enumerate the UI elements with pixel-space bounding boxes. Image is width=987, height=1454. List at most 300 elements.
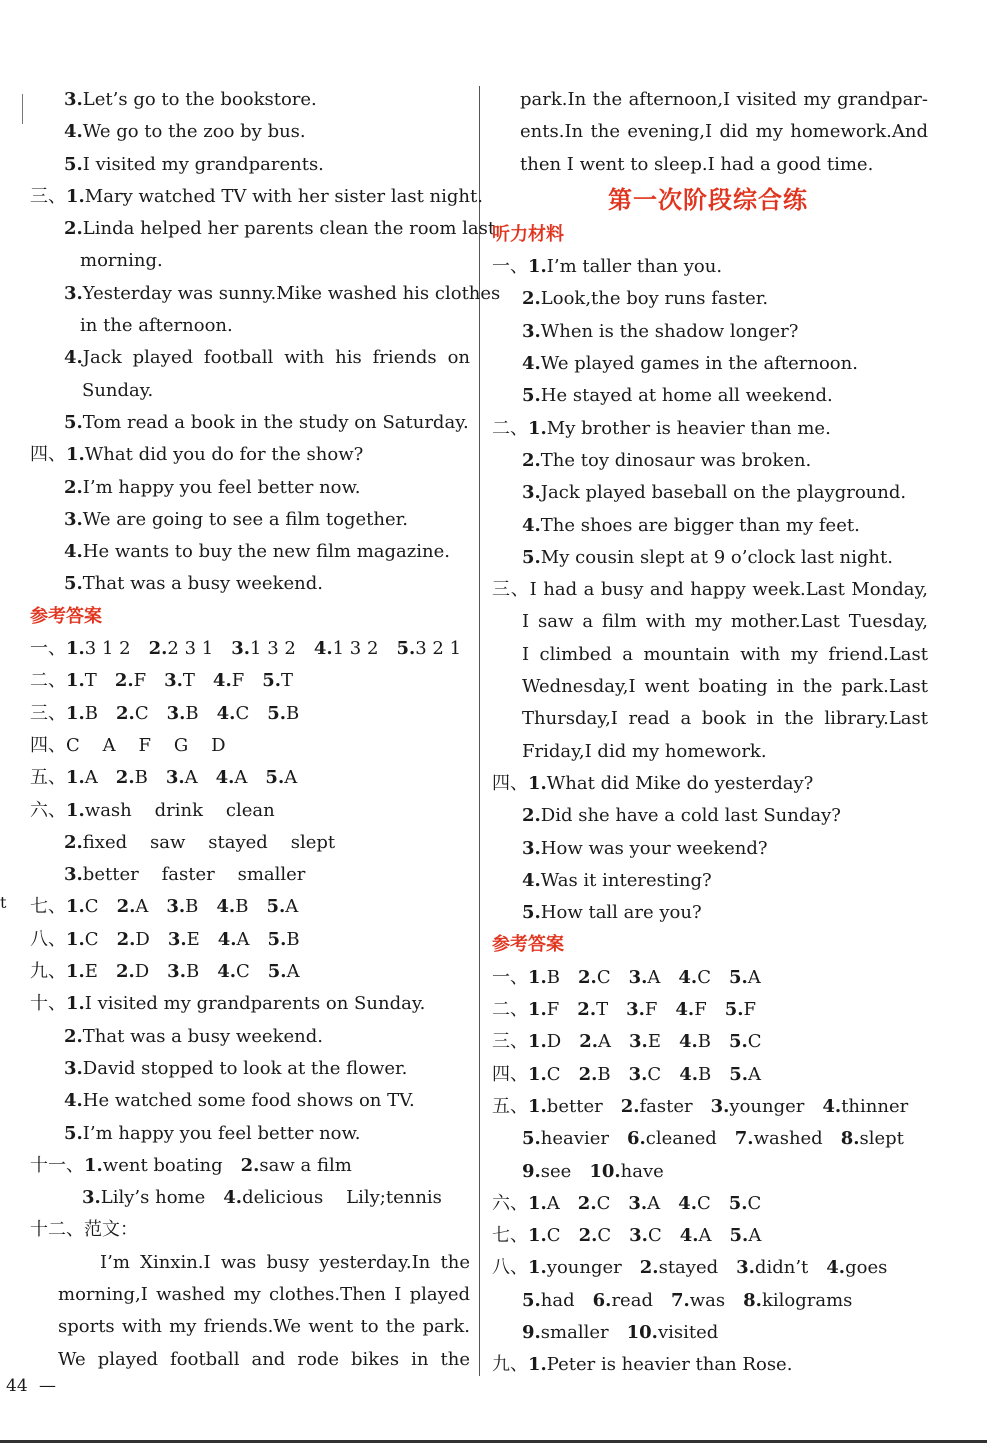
answer-item [164,670,195,691]
answer-text: washed [753,1128,823,1150]
answer-text: kilograms [761,1289,853,1311]
answer-text: C [647,1063,662,1085]
section-number: 九、 [492,1354,528,1376]
line-text: Look,the boy runs faster. [540,288,769,310]
item-number: 5. [64,153,83,175]
answer-item [522,1128,609,1149]
item-number: 4. [826,1257,846,1279]
item-number: 3. [167,961,186,983]
text-line [30,407,470,439]
answer-text: A [236,928,250,950]
item-number: 2. [116,702,135,724]
text-line [488,84,928,116]
item-number: 4. [216,702,236,724]
text-line [488,316,928,348]
text-line [488,1285,928,1317]
answer-text: B [235,896,249,918]
text-line [488,510,928,542]
line-text: My brother is heavier than me. [546,417,831,439]
answer-item [216,896,248,917]
line-text: What did Mike do yesterday? [546,772,814,794]
answer-text: B [697,1031,711,1053]
text-line [488,1220,928,1252]
section-number: 八、 [30,928,66,950]
text-line [488,736,928,768]
answer-text: stayed [658,1257,719,1279]
answer-text: C [546,1063,561,1085]
item-number: 2. [577,1192,597,1214]
answer-item [314,638,379,659]
text-line [488,149,928,181]
text-line [488,703,928,735]
answer-item [223,1187,442,1208]
item-number: 5. [729,1225,749,1247]
answer-text: D [135,928,150,950]
item-number: 1. [528,1063,547,1085]
answer-item [66,638,131,659]
text-line [488,865,928,897]
item-number: 7. [670,1289,690,1311]
text-line [488,768,928,800]
line-text: That was a busy weekend. [82,573,323,595]
answer-text: A [84,767,98,789]
item-number: 1. [528,1257,547,1279]
answer-text: B [597,1063,611,1085]
answer-text: F [546,999,560,1021]
line-text: Jack played baseball on the playground. [540,482,907,504]
text-line [488,477,928,509]
text-line [30,472,470,504]
text-line [488,833,928,865]
item-number: 1. [528,1192,547,1214]
line-text: Was it interesting? [540,869,712,891]
answer-item [678,1193,711,1214]
line-text: How was your weekend? [540,837,768,859]
answer-text: B [84,702,99,724]
answer-item [743,1290,852,1311]
answer-item [680,1225,712,1246]
answer-text: F [743,999,756,1021]
section-number: 四、 [492,772,528,794]
answer-text: F [644,999,658,1021]
answer-text: read [611,1289,653,1311]
answer-item [166,896,198,917]
line-text: He wants to buy the new film magazine. [82,541,450,563]
text-line [30,149,470,181]
item-number: 3. [522,482,541,504]
answer-item [216,767,248,788]
answer-text: C [235,702,250,724]
answer-text: A [135,896,149,918]
item-number: 3. [628,1192,648,1214]
section-number: 七、 [492,1225,528,1247]
answer-text: had [540,1289,575,1311]
line-text: Tom read a book in the study on Saturday. [82,411,469,433]
answer-item [579,1064,611,1085]
line-text: fixed saw stayed slept [82,831,336,853]
section-number: 四、 [492,1063,528,1085]
item-number: 1. [66,702,85,724]
item-number: 4. [678,1031,698,1053]
item-number: 4. [64,347,83,369]
answer-text: A [747,966,761,988]
answer-text: B [185,702,199,724]
text-line [30,536,470,568]
section-number: 六、 [492,1192,528,1214]
section-number: 十一、 [30,1154,84,1176]
text-line [30,1182,470,1214]
item-number: 2. [115,961,135,983]
line-text: morning. [80,250,163,272]
item-number: 3. [164,670,183,692]
text-line [30,1150,470,1182]
item-number: 5. [724,999,744,1021]
answer-item [627,1322,719,1343]
line-text: My cousin slept at 9 o’clock last night. [540,546,893,568]
answer-item [66,767,98,788]
line-text: Peter is heavier than Rose. [546,1354,793,1376]
answer-text: 3 2 1 [415,638,462,660]
text-line [30,730,470,762]
item-number: 2. [64,476,83,498]
item-number: 4. [522,353,541,375]
item-number: 4. [217,928,237,950]
text-line [30,1344,470,1376]
item-number: 3. [64,1057,83,1079]
item-number: 3. [82,1187,101,1209]
line-text: I visited my grandparents on Sunday. [84,993,426,1015]
answer-item [671,1290,725,1311]
text-line [30,278,501,310]
answer-item [218,929,250,950]
item-number: 1. [66,444,85,466]
answer-item [167,961,199,982]
answer-item [725,999,756,1020]
answer-text: C [84,928,99,950]
answer-text: see [540,1160,572,1182]
line-text: ents.In the evening,I did my homework.And [520,121,928,143]
line-text: wash drink clean [84,799,275,821]
answer-item [621,1096,693,1117]
answer-text: F [231,670,245,692]
answer-text: was [689,1289,726,1311]
answer-item [729,1064,761,1085]
answer-text: 3 1 2 [84,638,131,660]
answer-text: C [134,702,149,724]
text-line [30,1311,470,1343]
line-text: We are going to see a film together. [82,508,409,530]
item-number: 4. [64,541,83,563]
item-number: 1. [66,993,85,1015]
section-number: 三、 [30,185,66,207]
text-line [30,504,470,536]
answer-item [528,1193,560,1214]
answer-text: B [546,966,561,988]
item-number: 1. [66,928,85,950]
item-number: 3. [710,1095,730,1117]
answer-item [528,1225,561,1246]
answer-item [262,670,293,691]
answer-text: A [234,767,248,789]
text-line [30,213,496,245]
line-text: We go to the zoo by bus. [82,121,306,143]
text-line [488,897,928,929]
item-number: 3. [64,508,83,530]
answer-item [579,1031,611,1052]
text-line [30,439,470,471]
text-line [488,1252,928,1284]
item-number: 3. [629,1225,648,1247]
answer-text: delicious Lily;tennis [242,1187,442,1209]
item-number: 5. [267,961,287,983]
item-number: 3. [231,638,251,660]
answer-text: E [186,928,200,950]
answer-item [579,1225,612,1246]
item-number: 2. [522,288,541,310]
answer-text: C [747,1192,762,1214]
item-number: 4. [679,1225,699,1247]
item-number: 4. [217,961,236,983]
answer-item [589,1161,663,1182]
answer-text: A [598,1031,612,1053]
text-line [30,1118,470,1150]
section-heading: 听力材料 [492,223,564,245]
item-number: 5. [64,573,83,595]
text-line [488,283,928,315]
item-number: 10. [626,1321,658,1343]
item-number: 6. [592,1289,612,1311]
answer-item [66,961,98,982]
item-number: 2. [579,1031,599,1053]
answer-item [149,638,214,659]
line-text: Did she have a cold last Sunday? [540,805,841,827]
line-text: I climbed a mountain with my friend.Last [522,643,928,665]
item-number: 5. [522,1289,541,1311]
item-number: 3. [522,320,541,342]
item-number: 3. [628,1063,648,1085]
item-number: 1. [528,1225,547,1247]
item-number: 4. [64,1090,83,1112]
item-number: 1. [528,966,547,988]
item-number: 1. [528,999,547,1021]
answer-text: F [133,670,147,692]
section-number: 三、 [30,702,66,724]
item-number: 1. [528,1095,547,1117]
footer-rule [0,1440,987,1443]
answer-item [117,929,150,950]
line-text: C A F G D [66,734,226,756]
text-line [488,542,928,574]
item-number: 3. [165,767,185,789]
text-line [30,891,470,923]
answer-text: better [546,1095,603,1117]
section-heading: 参考答案 [30,605,102,627]
item-number: 5. [64,1122,83,1144]
answer-item [267,703,299,724]
item-number: 4. [675,999,695,1021]
answer-text: A [546,1192,560,1214]
text-line [488,671,928,703]
line-text: We played football and rode bikes in the [58,1348,470,1370]
answer-text: visited [657,1321,719,1343]
answer-text: C [546,1225,561,1247]
answer-text: goes [845,1257,888,1279]
item-number: 10. [589,1160,621,1182]
item-number: 2. [64,1025,83,1047]
section-heading: 参考答案 [492,934,564,956]
text-line [30,1279,470,1311]
answer-item [675,999,706,1020]
item-number: 5. [266,896,286,918]
text-line [30,988,470,1020]
text-line [488,800,928,832]
answer-item [168,929,200,950]
answer-text: heavier [540,1128,609,1150]
answer-item [730,1225,762,1246]
item-number: 1. [66,185,85,207]
item-number: 2. [116,896,136,918]
item-number: 4. [678,1192,697,1214]
item-number: 1. [66,799,85,821]
item-number: 1. [528,1031,547,1053]
section-number: 十、 [30,993,66,1015]
answer-item [66,670,97,691]
item-number: 1. [528,772,547,794]
answer-item [640,1257,718,1278]
answer-item [84,1155,223,1176]
item-number: 5. [267,928,287,950]
line-text: David stopped to look at the flower. [82,1057,408,1079]
item-number: 2. [578,966,597,988]
answer-text: A [647,966,661,988]
item-number: 3. [626,999,645,1021]
item-number: 2. [116,928,136,950]
item-number: 3. [736,1257,755,1279]
line-text: I visited my grandparents. [82,153,324,175]
text-line [488,962,928,994]
item-number: 9. [522,1160,541,1182]
item-number: 8. [840,1128,860,1150]
section-number: 三、 [492,579,530,601]
answer-item [66,896,99,917]
text-line [488,1188,928,1220]
section-number: 五、 [30,767,66,789]
line-text: When is the shadow longer? [540,320,799,342]
line-text: Linda helped her parents clean the room last [82,218,496,240]
answer-text: A [748,1225,762,1247]
item-number: 5. [522,385,541,407]
item-number: 5. [396,638,416,660]
text-line [30,956,470,988]
item-number: 1. [66,767,85,789]
line-text: That was a busy weekend. [82,1025,323,1047]
answer-text: B [185,961,200,983]
answer-text: A [748,1063,762,1085]
item-number: 5. [265,767,285,789]
text-line [488,1349,928,1381]
answer-text: C [597,1225,612,1247]
line-text: then I went to sleep.I had a good time. [520,153,874,175]
line-text: better faster smaller [82,864,306,886]
text-line [488,348,928,380]
item-number: 5. [522,1128,541,1150]
item-number: 3. [166,702,186,724]
answer-text: D [134,961,150,983]
text-line [30,568,470,600]
answer-text: have [620,1160,664,1182]
answer-item [627,1128,717,1149]
answer-item [628,1193,660,1214]
line-text: I’m happy you feel better now. [82,1122,361,1144]
item-number: 9. [522,1321,541,1343]
answer-item [217,703,250,724]
answer-text: C [596,966,611,988]
answer-text: C [697,966,711,988]
section-number: 二、 [492,417,528,439]
answer-text: A [284,767,298,789]
answer-text: C [696,1192,711,1214]
section-number: 四、 [30,734,66,756]
text-line [488,1091,928,1123]
answer-text: 1 3 2 [250,638,296,660]
section-number: 一、 [492,966,528,988]
item-number: 2. [522,805,541,827]
answer-item [117,896,149,917]
item-number: 3. [522,837,541,859]
line-text: Jack played football with his friends on [82,347,470,369]
text-line [30,795,470,827]
answer-item [66,929,99,950]
answer-item [729,1031,762,1052]
section-number: 二、 [30,670,66,692]
text-line [488,574,928,606]
item-number: 1. [66,670,85,692]
text-line [30,342,470,374]
item-number: 5. [267,702,287,724]
answer-text: C [236,961,250,983]
text-line [488,445,928,477]
item-number: 4. [64,121,83,143]
answer-text: slept [859,1128,904,1150]
item-number: 2. [578,1225,598,1247]
text-line [30,633,470,665]
answer-item [268,929,300,950]
answer-text: cleaned [645,1128,717,1150]
line-text: I’m Xinxin.I was busy yesterday.In the [100,1251,470,1273]
text-line [30,1053,470,1085]
answer-text: A [698,1225,712,1247]
item-number: 5. [522,902,541,924]
answer-text: C [596,1192,611,1214]
answer-text: 1 3 2 [332,638,379,660]
answer-item [528,1031,561,1052]
text-line [488,413,928,445]
answer-item [167,703,199,724]
text-line [30,1021,470,1053]
item-number: 7. [734,1128,754,1150]
text-line [30,1214,470,1246]
item-number: 5. [64,411,83,433]
answer-text: younger [729,1095,805,1117]
answer-item [213,670,244,691]
item-number: 4. [678,966,698,988]
item-number: 4. [313,638,333,660]
text-line [30,698,470,730]
answer-item [826,1257,887,1278]
answer-item [629,967,661,988]
answer-item [729,1193,762,1214]
answer-item [841,1128,904,1149]
